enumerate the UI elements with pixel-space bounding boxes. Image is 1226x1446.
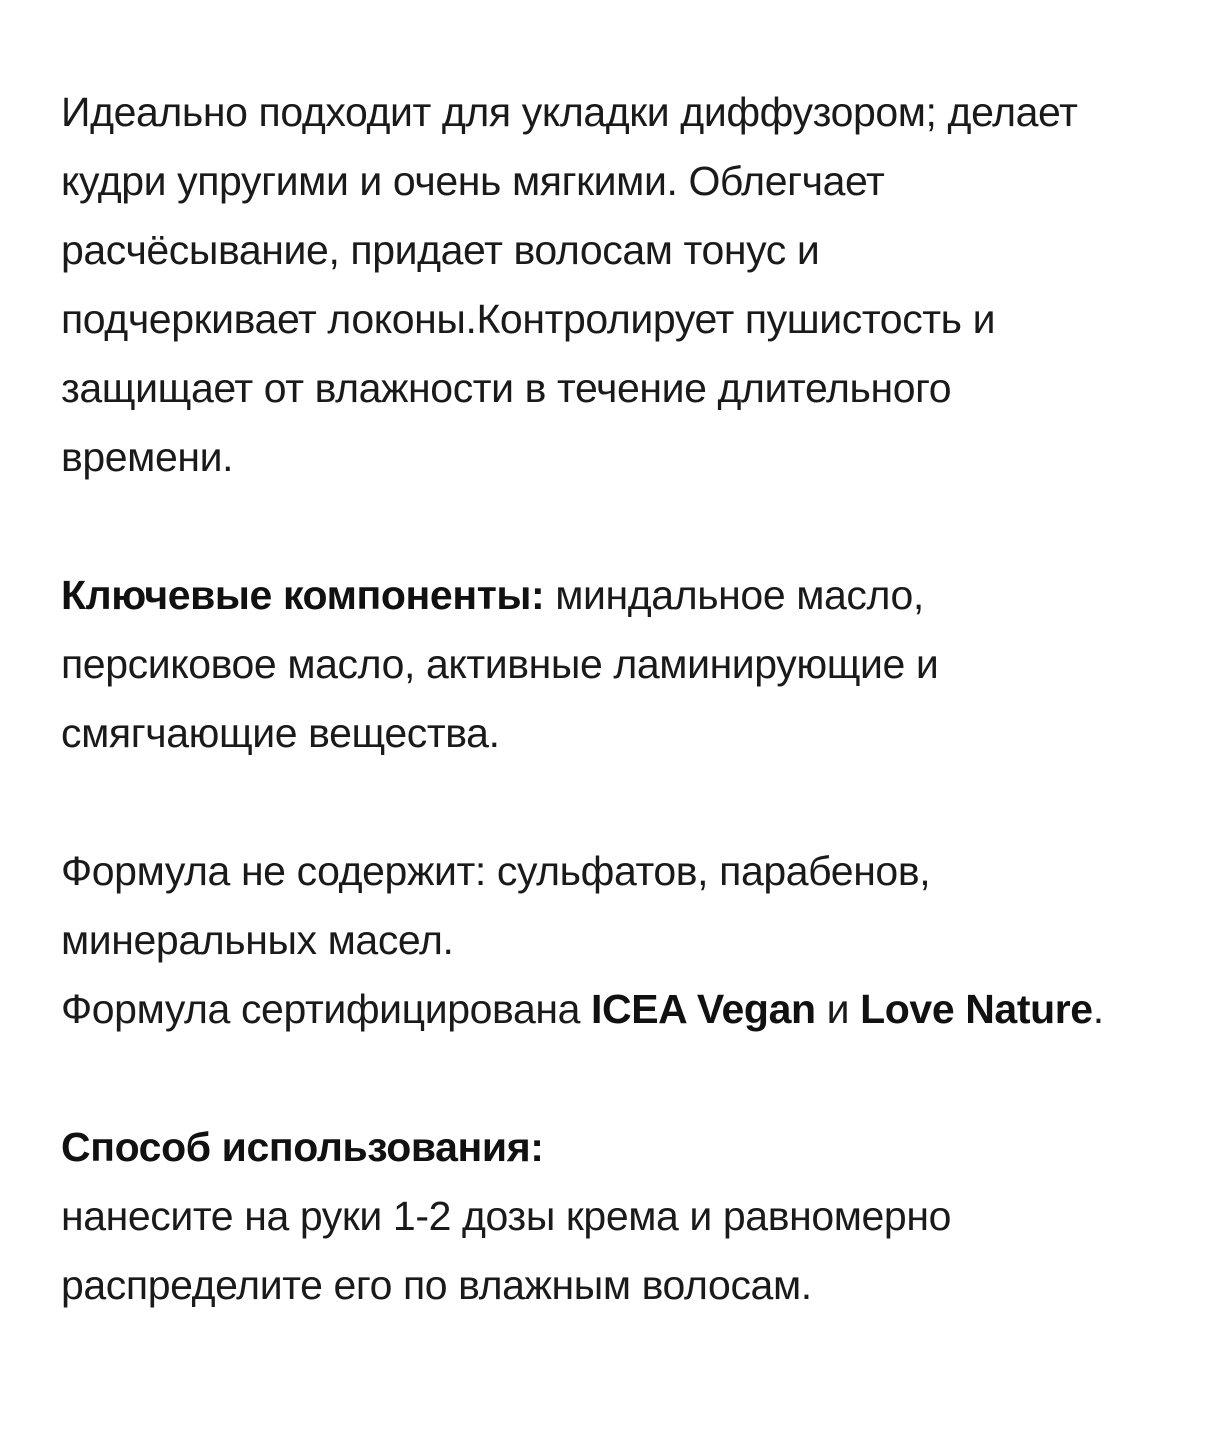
usage-line: распределите его по влажным волосам. (61, 1262, 812, 1308)
key-components-text: миндальное масло, (544, 572, 924, 618)
certification-prefix: Формула сертифицирована (61, 986, 592, 1032)
key-components-line: смягчающие вещества. (61, 710, 500, 756)
usage-line: нанесите на руки 1-2 дозы крема и равномерно (61, 1193, 951, 1239)
spacer (61, 1044, 1211, 1113)
key-components-paragraph (61, 561, 1211, 768)
key-components-label: Ключевые компоненты: (61, 572, 545, 618)
key-components-line: персиковое масло, активные ламинирующие и (61, 641, 939, 687)
formula-paragraph (61, 837, 1211, 1044)
description-line: времени. (61, 434, 234, 480)
certification-icea-vegan: ICEA Vegan (591, 986, 816, 1032)
formula-free-of-line: минеральных масел. (61, 917, 454, 963)
formula-free-of-line: Формула не содержит: сульфатов, парабенов, (61, 848, 931, 894)
certification-and: и (815, 986, 861, 1032)
usage-label: Способ использования: (61, 1124, 544, 1170)
usage-paragraph (61, 1113, 1211, 1320)
description-line: кудри упругими и очень мягкими. Облегчает (61, 158, 885, 204)
spacer (61, 768, 1211, 837)
formula-certification-line (61, 975, 1211, 1044)
product-description (61, 78, 1211, 1320)
description-line: расчёсывание, придает волосам тонус и (61, 227, 820, 273)
key-components-line (61, 561, 1211, 630)
description-line: подчеркивает локоны.Контролирует пушистость и (61, 296, 996, 342)
certification-suffix: . (1092, 986, 1104, 1032)
description-paragraph (61, 78, 1211, 492)
usage-label-line (61, 1113, 1211, 1182)
certification-love-nature: Love Nature (860, 986, 1093, 1032)
description-line: защищает от влажности в течение длительного (61, 365, 952, 411)
spacer (61, 492, 1211, 561)
description-line: Идеально подходит для укладки диффузором; делает (61, 89, 1078, 135)
